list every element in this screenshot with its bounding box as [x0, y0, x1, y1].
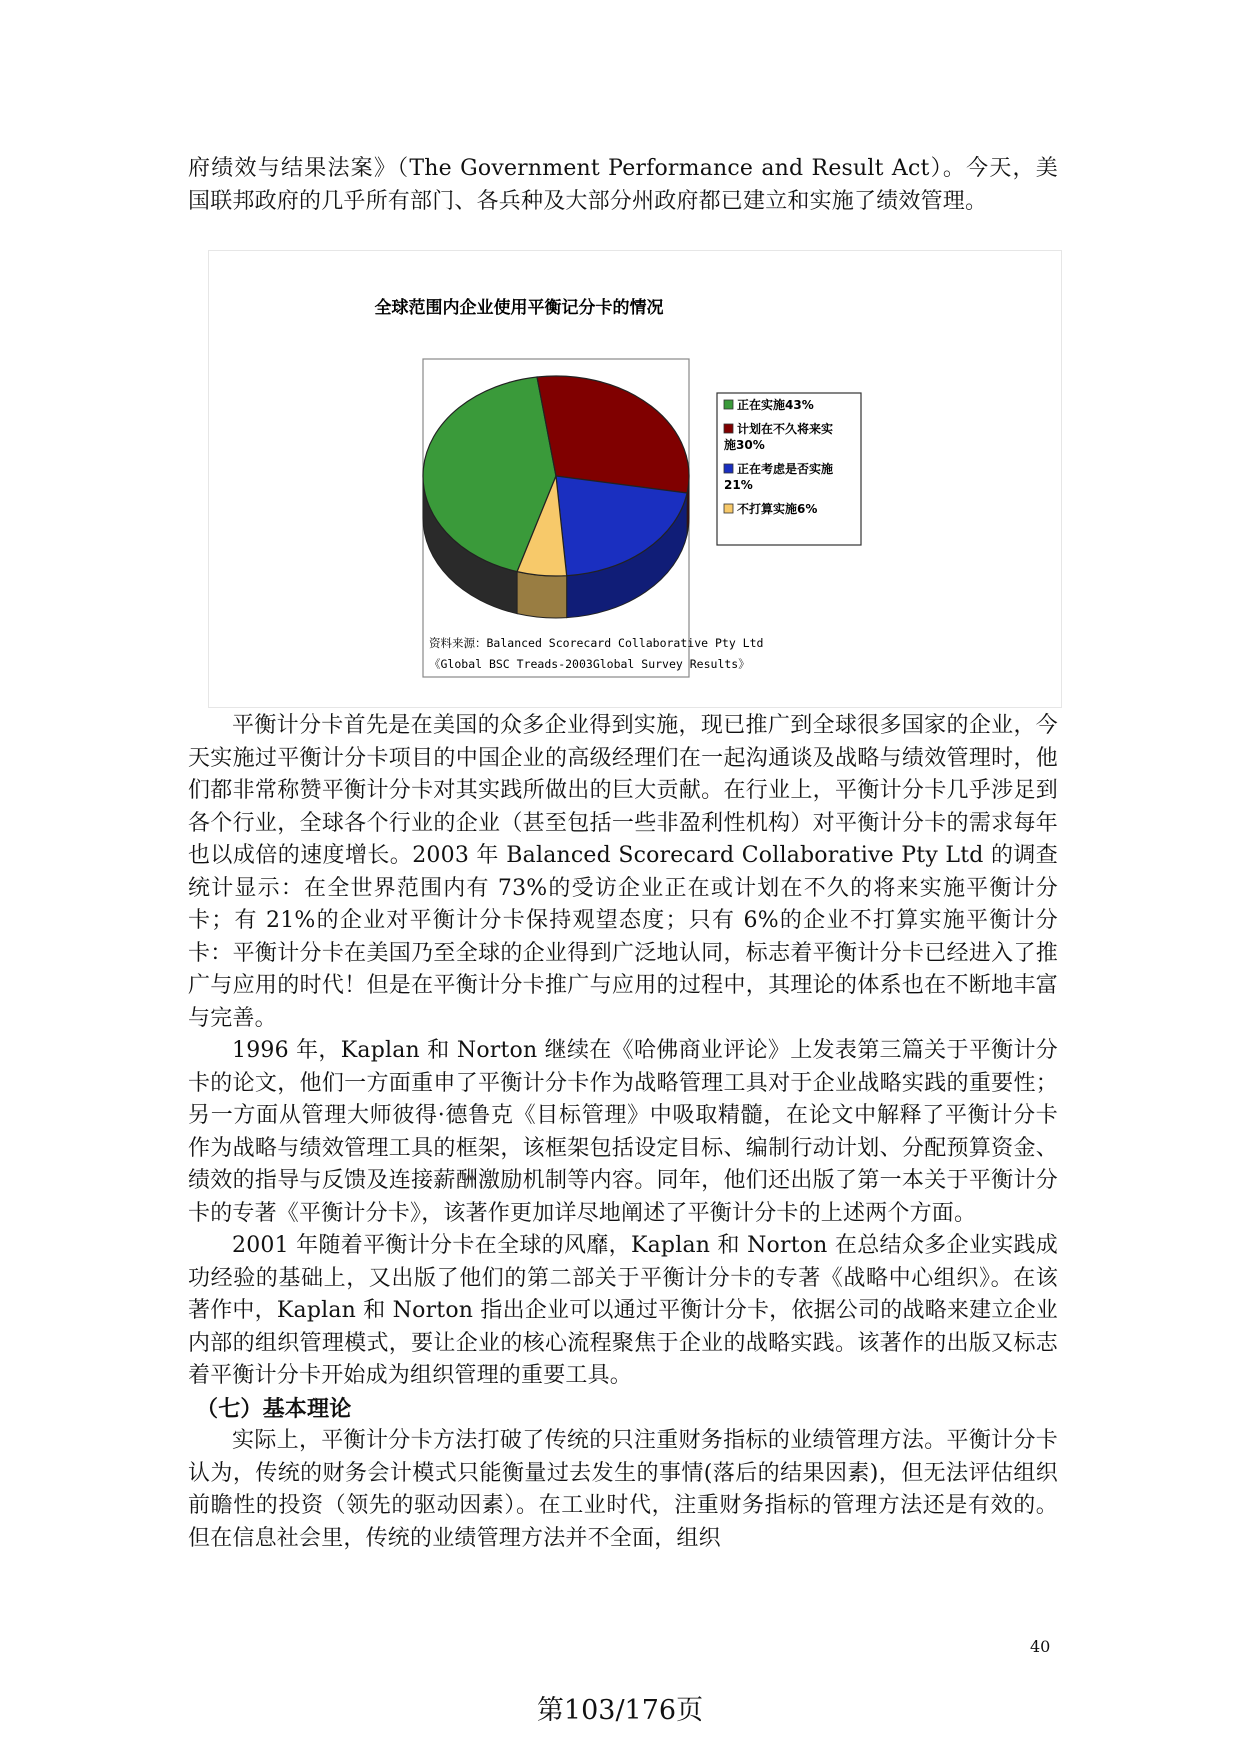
legend-swatch-1	[724, 424, 733, 433]
chart-title: 全球范围内企业使用平衡记分卡的情况	[374, 298, 664, 318]
page-number: 40	[1030, 1637, 1051, 1656]
legend-label-2: 正在考虑是否实施 21%	[724, 462, 834, 492]
legend-swatch-2	[724, 464, 733, 473]
paragraph-basic-theory: 实际上，平衡计分卡方法打破了传统的只注重财务指标的业绩管理方法。平衡计分卡认为，传统的财务会计模式只能衡量过去发生的事情(落后的结果因素)，但无法评估组织前瞻性的投资（领先的驱动因素）。在工业时代，注重财务指标的管理方法还是有效的。但在信息社会里，传统的业绩管理方法并不全面，组织	[188, 1428, 1058, 1551]
body-text-block	[188, 710, 1058, 1555]
paragraph-2001: 2001 年随着平衡计分卡在全球的风靡，Kaplan 和 Norton 在总结众多企业实践成功经验的基础上，又出版了他们的第二部关于平衡计分卡的专著《战略中心组织》。在该著作中，Kaplan 和 Norton 指出企业可以通过平衡计分卡，依据公司的战略来建立企业内部的组织管理模式，要让企业的核心流程聚焦于企业的战略实践。该著作的出版又标志着平衡计分卡开始成为组织管理的重要工具。	[188, 1233, 1058, 1388]
chart-source-line1: 资料来源：Balanced Scorecard Collaborative Pty Ltd	[429, 636, 764, 650]
pie-chart	[209, 251, 1061, 707]
pie-slice-1	[537, 376, 689, 493]
page-footer: 第103/176页	[536, 1695, 704, 1726]
legend-label-3: 不打算实施6%	[737, 502, 818, 516]
legend-label-0: 正在实施43%	[737, 398, 814, 412]
legend-swatch-0	[724, 400, 733, 409]
pie-group	[423, 376, 689, 618]
paragraph-bsc-adoption: 平衡计分卡首先是在美国的众多企业得到实施，现已推广到全球很多国家的企业，今天实施过平衡计分卡项目的中国企业的高级经理们在一起沟通谈及战略与绩效管理时，他们都非常称赞平衡计分卡对其实践所做出的巨大贡献。在行业上，平衡计分卡几乎涉足到各个行业，全球各个行业的企业（甚至包括一些非盈利性机构）对平衡计分卡的需求每年也以成倍的速度增长。2003 年 Balanced Scorecard Collaborative Pty Ltd 的调查统计显示：在全世界范围内有 73%的受访企业正在或计划在不久的将来实施平衡计分卡；有 21%的企业对平衡计分卡保持观望态度；只有 6%的企业不打算实施平衡计分卡：平衡计分卡在美国乃至全球的企业得到广泛地认同，标志着平衡计分卡已经进入了推广与应用的时代！但是在平衡计分卡推广与应用的过程中，其理论的体系也在不断地丰富与完善。	[188, 713, 1058, 1031]
legend-swatch-3	[724, 504, 733, 513]
paragraph-1996: 1996 年，Kaplan 和 Norton 继续在《哈佛商业评论》上发表第三篇关于平衡计分卡的论文，他们一方面重申了平衡计分卡作为战略管理工具对于企业战略实践的重要性；另一方面从管理大师彼得·德鲁克《目标管理》中吸取精髓，在论文中解释了平衡计分卡作为战略与绩效管理工具的框架，该框架包括设定目标、编制行动计划、分配预算资金、绩效的指导与反馈及连接薪酬激励机制等内容。同年，他们还出版了第一本关于平衡计分卡的专著《平衡计分卡》，该著作更加详尽地阐述了平衡计分卡的上述两个方面。	[188, 1038, 1058, 1226]
top-paragraph: 府绩效与结果法案》（The Government Performance and Result Act）。今天，美国联邦政府的几乎所有部门、各兵种及大部分州政府都已建立和实施了绩效管理。	[188, 156, 1058, 214]
legend-label-1: 计划在不久将来实施30%	[724, 422, 834, 452]
pie-chart-figure	[208, 250, 1062, 708]
top-paragraph-block	[188, 153, 1058, 218]
chart-source-line2: 《Global BSC Treads-2003Global Survey Results》	[429, 657, 750, 671]
pie-side-3-0	[517, 572, 567, 618]
section-heading: （七）基本理论	[196, 1395, 352, 1422]
